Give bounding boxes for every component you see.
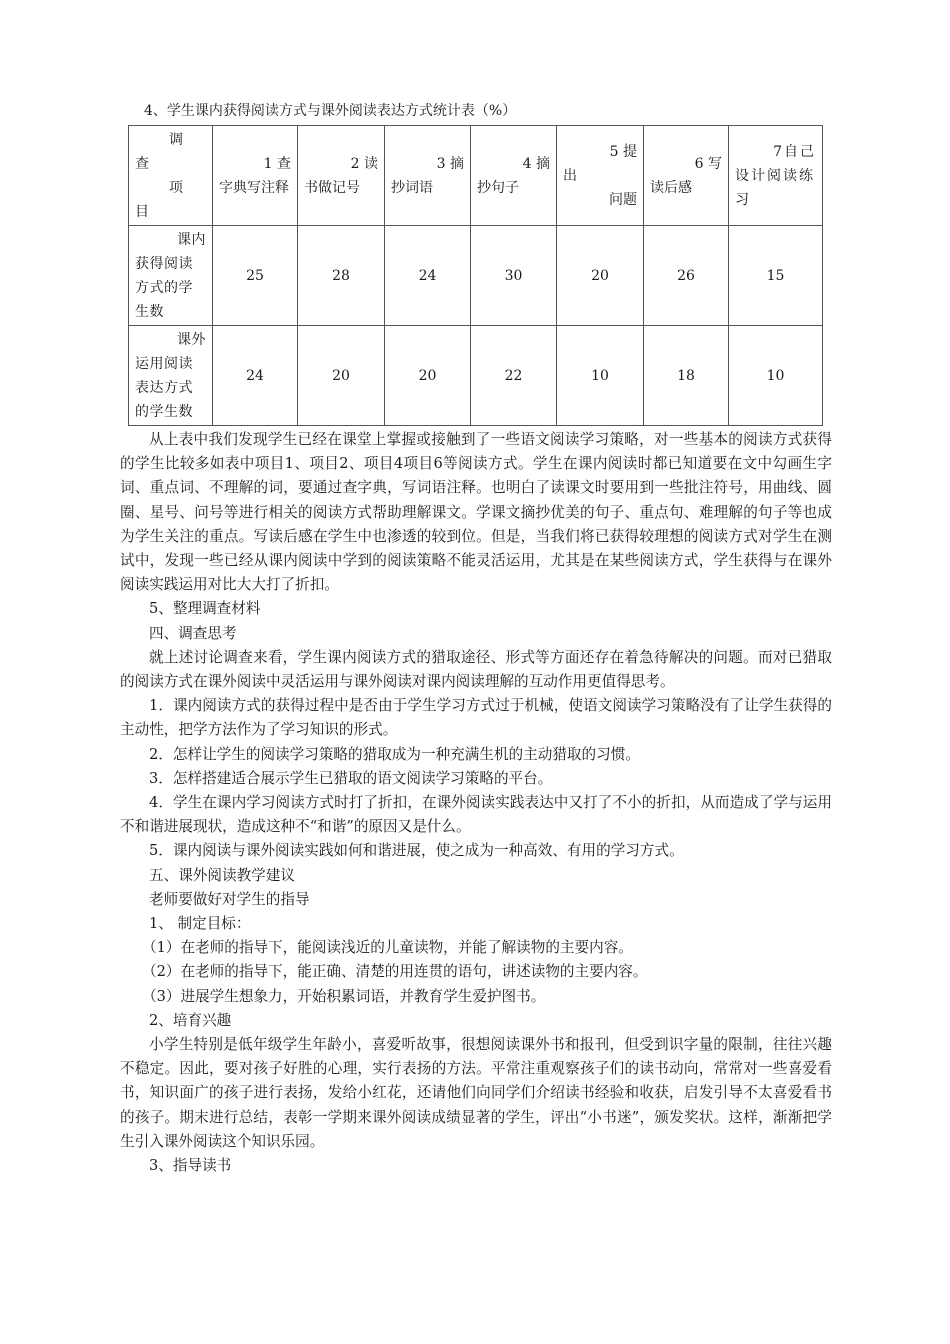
analysis-paragraph: 从上表中我们发现学生已经在课堂上掌握或接触到了一些语文阅读学习策略，对一些基本的阅读方式获得的学生比较多如表中项目1、项目2、项目4项目6等阅读方式。学生在课内阅读时都已知道要在文中勾画生字词、重点词、不理解的词，要通过查字典，写词语注释。也明白了读课文时要用到一些批注符号，用曲线、圆圈、星号、问号等进行相关的阅读方式帮助理解课文。学课文摘抄优美的句子、重点句、难理解的句子等也成为学生关注的重点。写读后感在学生中也渗透的较到位。但是，当我们将已获得较理想的阅读方式对学生在测试中，发现一些已经从课内阅读中学到的阅读策略不能灵活运用，尤其是在某些阅读方式，学生获得与在课外阅读实践运用对比大大打了折扣。 bbox=[120, 431, 832, 594]
goal-item-3: （3）进展学生想象力，开始积累词语，并教育学生爱护图书。 bbox=[142, 987, 546, 1005]
row-header-in-class: 课内 获得阅读方式的学生数 bbox=[129, 226, 213, 326]
table-caption: 4、学生课内获得阅读方式与课外阅读表达方式统计表（%） bbox=[144, 103, 517, 119]
reflection-item-1: 1．课内阅读方式的获得过程中是否由于学生学习方式过于机械，使语文阅读学习策略没有了让学生获得的主动性，把学方法作为了学习知识的形式。 bbox=[120, 697, 832, 739]
statistics-table bbox=[128, 125, 823, 426]
body-text bbox=[120, 428, 832, 1178]
table-cell: 26 bbox=[644, 226, 729, 326]
column-header-7: 7自己 设计阅读练习 bbox=[729, 126, 823, 226]
reflection-intro-paragraph: 就上述讨论调查来看，学生课内阅读方式的猎取途径、形式等方面还存在着急待解决的问题。而对已猎取的阅读方式在课外阅读中灵活运用与课外阅读对课内阅读理解的互动作用更值得思考。 bbox=[120, 648, 832, 691]
column-header-6: 6 写 读后感 bbox=[644, 126, 729, 226]
table-cell: 25 bbox=[213, 226, 298, 326]
table-cell: 10 bbox=[729, 326, 823, 426]
section-heading-suggestions: 五、课外阅读教学建议 bbox=[149, 866, 295, 884]
table-cell: 22 bbox=[471, 326, 557, 426]
table-row-in-class bbox=[129, 226, 823, 326]
subheading-guide-reading: 3、指导读书 bbox=[149, 1157, 232, 1175]
goal-item-2: （2）在老师的指导下，能正确、清楚的用连贯的语句，讲述读物的主要内容。 bbox=[142, 963, 648, 981]
section-heading-reflection: 四、调查思考 bbox=[149, 624, 237, 642]
reflection-item-2: 2．怎样让学生的阅读学习策略的猎取成为一种充满生机的主动猎取的习惯。 bbox=[149, 745, 640, 763]
column-header-1: 1 查 字典写注释 bbox=[213, 126, 298, 226]
column-header-5: 5 提 出 问题 bbox=[557, 126, 644, 226]
table-cell: 20 bbox=[298, 326, 385, 426]
table-cell: 24 bbox=[385, 226, 471, 326]
table-header-row bbox=[129, 126, 823, 226]
reflection-item-4: 4．学生在课内学习阅读方式时打了折扣，在课外阅读实践表达中又打了不小的折扣，从而造成了学与运用不和谐进展现状，造成这种不“和谐”的原因又是什么。 bbox=[120, 794, 832, 836]
section-heading-organize-materials: 5、整理调查材料 bbox=[149, 600, 261, 618]
table-cell: 20 bbox=[385, 326, 471, 426]
table-row-extracurricular bbox=[129, 326, 823, 426]
table-cell: 18 bbox=[644, 326, 729, 426]
table-cell: 20 bbox=[557, 226, 644, 326]
goal-item-1: （1）在老师的指导下，能阅读浅近的儿童读物，并能了解读物的主要内容。 bbox=[142, 939, 633, 957]
subheading-set-goals: 1、 制定目标： bbox=[149, 915, 251, 933]
subheading-cultivate-interest: 2、培育兴趣 bbox=[149, 1011, 232, 1029]
corner-header-cell: 调 查 项 目 bbox=[129, 126, 213, 226]
table-cell: 28 bbox=[298, 226, 385, 326]
interest-paragraph: 小学生特别是低年级学生年龄小，喜爱听故事，很想阅读课外书和报刊，但受到识字量的限制，往往兴趣不稳定。因此，要对孩子好胜的心理，实行表扬的方法。平常注重观察孩子们的读书动向，常常对一些喜爱看书，知识面广的孩子进行表扬，发给小红花，还请他们向同学们介绍读书经验和收获，启发引导不太喜爱看书的孩子。期末进行总结，表彰一学期来课外阅读成绩显著的学生，评出“小书迷”，颁发奖状。这样，渐渐把学生引入课外阅读这个知识乐园。 bbox=[120, 1036, 832, 1150]
reflection-item-5: 5．课内阅读与课外阅读实践如何和谐进展，使之成为一种高效、有用的学习方式。 bbox=[149, 842, 684, 860]
column-header-4: 4 摘 抄句子 bbox=[471, 126, 557, 226]
teacher-guidance-line: 老师要做好对学生的指导 bbox=[149, 890, 310, 908]
table-cell: 10 bbox=[557, 326, 644, 426]
reflection-item-3: 3．怎样搭建适合展示学生已猎取的语文阅读学习策略的平台。 bbox=[149, 769, 553, 787]
table-cell: 24 bbox=[213, 326, 298, 426]
table-cell: 30 bbox=[471, 226, 557, 326]
table-cell: 15 bbox=[729, 226, 823, 326]
row-header-extracurricular: 课外 运用阅读表达方式的学生数 bbox=[129, 326, 213, 426]
column-header-2: 2 读 书做记号 bbox=[298, 126, 385, 226]
column-header-3: 3 摘 抄词语 bbox=[385, 126, 471, 226]
